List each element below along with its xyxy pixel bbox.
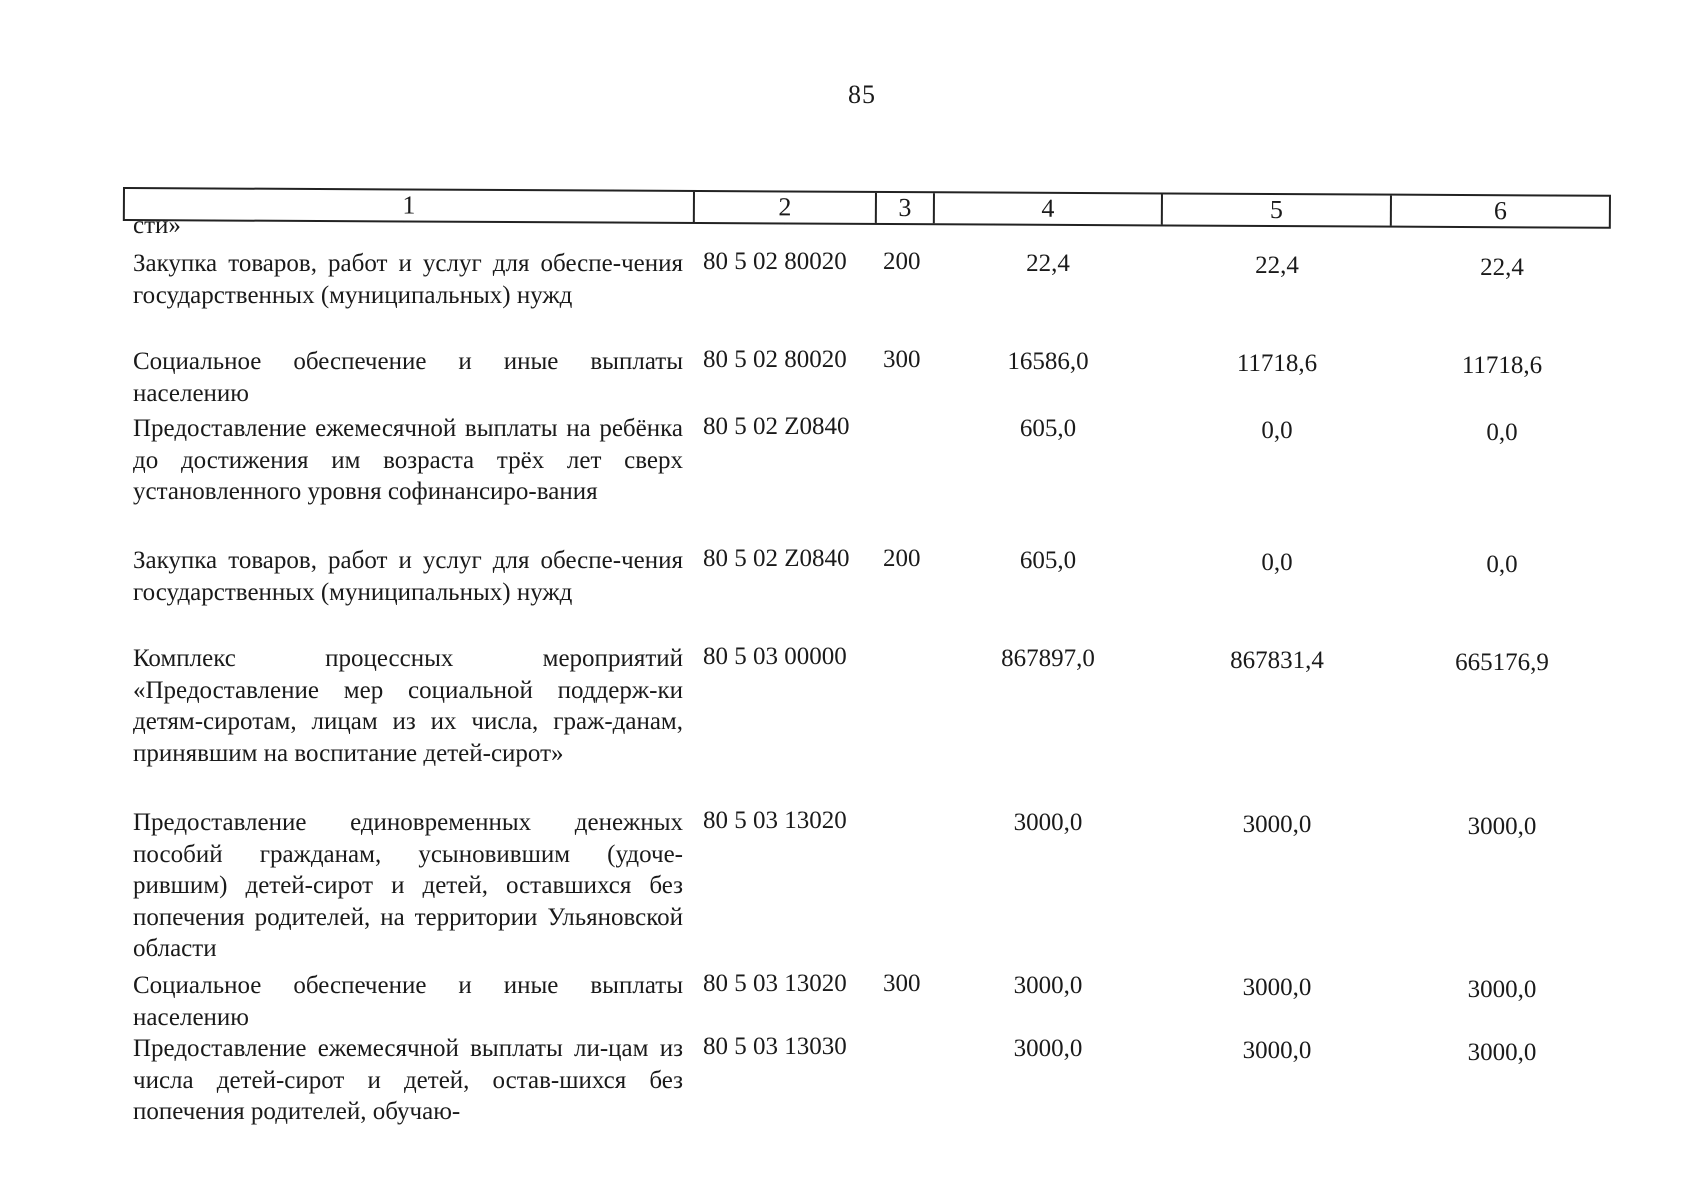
row-value-col6: 665176,9 (1455, 649, 1549, 676)
row-code: 80 5 03 00000 (703, 643, 847, 670)
row-description: Предоставление ежемесячной выплаты на ребёнка до достижения им возраста трёх лет сверх установленного уровня софинансиро-вания (133, 415, 683, 505)
header-col-4: 4 (935, 193, 1163, 224)
row-value-col4: 605,0 (1019, 415, 1077, 442)
header-col-5: 5 (1163, 194, 1392, 225)
row-value-col6: 0,0 (1486, 419, 1518, 446)
page-number: 85 (848, 80, 876, 109)
row-value-col5: 3000,0 (1242, 974, 1312, 1001)
row-description: Закупка товаров, работ и услуг для обеспе-чения государственных (муниципальных) нужд (133, 250, 683, 309)
row-value-col6: 22,4 (1480, 254, 1524, 281)
row-value-col4: 3000,0 (1013, 809, 1083, 836)
row-code: 80 5 03 13020 (703, 807, 847, 834)
row-value-col4: 605,0 (1019, 547, 1077, 574)
row-code: 80 5 02 Z0840 (703, 413, 850, 440)
row-description: Закупка товаров, работ и услуг для обеспе-чения государственных (муниципальных) нужд (133, 547, 683, 606)
row-value-col5: 0,0 (1261, 417, 1293, 444)
row-vr: 200 (883, 545, 921, 572)
row-description: Социальное обеспечение и иные выплаты населению (133, 972, 683, 1031)
row-value-col4: 22,4 (1026, 250, 1070, 277)
row-vr: 300 (883, 970, 921, 997)
row-code: 80 5 03 13030 (703, 1033, 847, 1060)
row-value-col6: 3000,0 (1467, 813, 1537, 840)
row-value-col4: 867897,0 (1001, 645, 1095, 672)
header-col-1: 1 (125, 189, 695, 222)
row-value-col6: 0,0 (1486, 551, 1518, 578)
row-value-col5: 0,0 (1261, 549, 1293, 576)
table-header (123, 187, 1611, 229)
header-col-3: 3 (877, 193, 935, 223)
row-description: Социальное обеспечение и иные выплаты населению (133, 348, 683, 407)
continuation-text: сти» (133, 212, 181, 239)
row-vr: 200 (883, 248, 921, 275)
row-vr: 300 (883, 346, 921, 373)
row-value-col5: 3000,0 (1242, 811, 1312, 838)
row-value-col5: 22,4 (1255, 252, 1299, 279)
row-value-col6: 3000,0 (1467, 976, 1537, 1003)
row-value-col5: 867831,4 (1230, 647, 1324, 674)
header-col-6: 6 (1493, 196, 1507, 226)
row-code: 80 5 03 13020 (703, 970, 847, 997)
header-col-2: 2 (695, 192, 877, 223)
row-value-col5: 11718,6 (1236, 350, 1318, 377)
row-value-col5: 3000,0 (1242, 1037, 1312, 1064)
row-value-col6: 3000,0 (1467, 1039, 1537, 1066)
row-description: Предоставление единовременных денежных пособий гражданам, усыновившим (удоче-рившим) детей-сирот и детей, оставшихся без попечения родителей, на территории Ульяновской области (133, 809, 683, 962)
row-value-col4: 3000,0 (1013, 1035, 1083, 1062)
row-code: 80 5 02 Z0840 (703, 545, 850, 572)
row-code: 80 5 02 80020 (703, 346, 847, 373)
row-code: 80 5 02 80020 (703, 248, 847, 275)
row-value-col4: 16586,0 (1007, 348, 1089, 375)
row-description: Комплекс процессных мероприятий «Предоставление мер социальной поддерж-ки детям-сиротам, лицам из их числа, граж-данам, принявшим на воспитание детей-сирот» (133, 645, 683, 767)
row-value-col6: 11718,6 (1461, 352, 1543, 379)
row-value-col4: 3000,0 (1013, 972, 1083, 999)
row-description: Предоставление ежемесячной выплаты ли-цам из числа детей-сирот и детей, остав-шихся без попечения родителей, обучаю- (133, 1035, 683, 1125)
